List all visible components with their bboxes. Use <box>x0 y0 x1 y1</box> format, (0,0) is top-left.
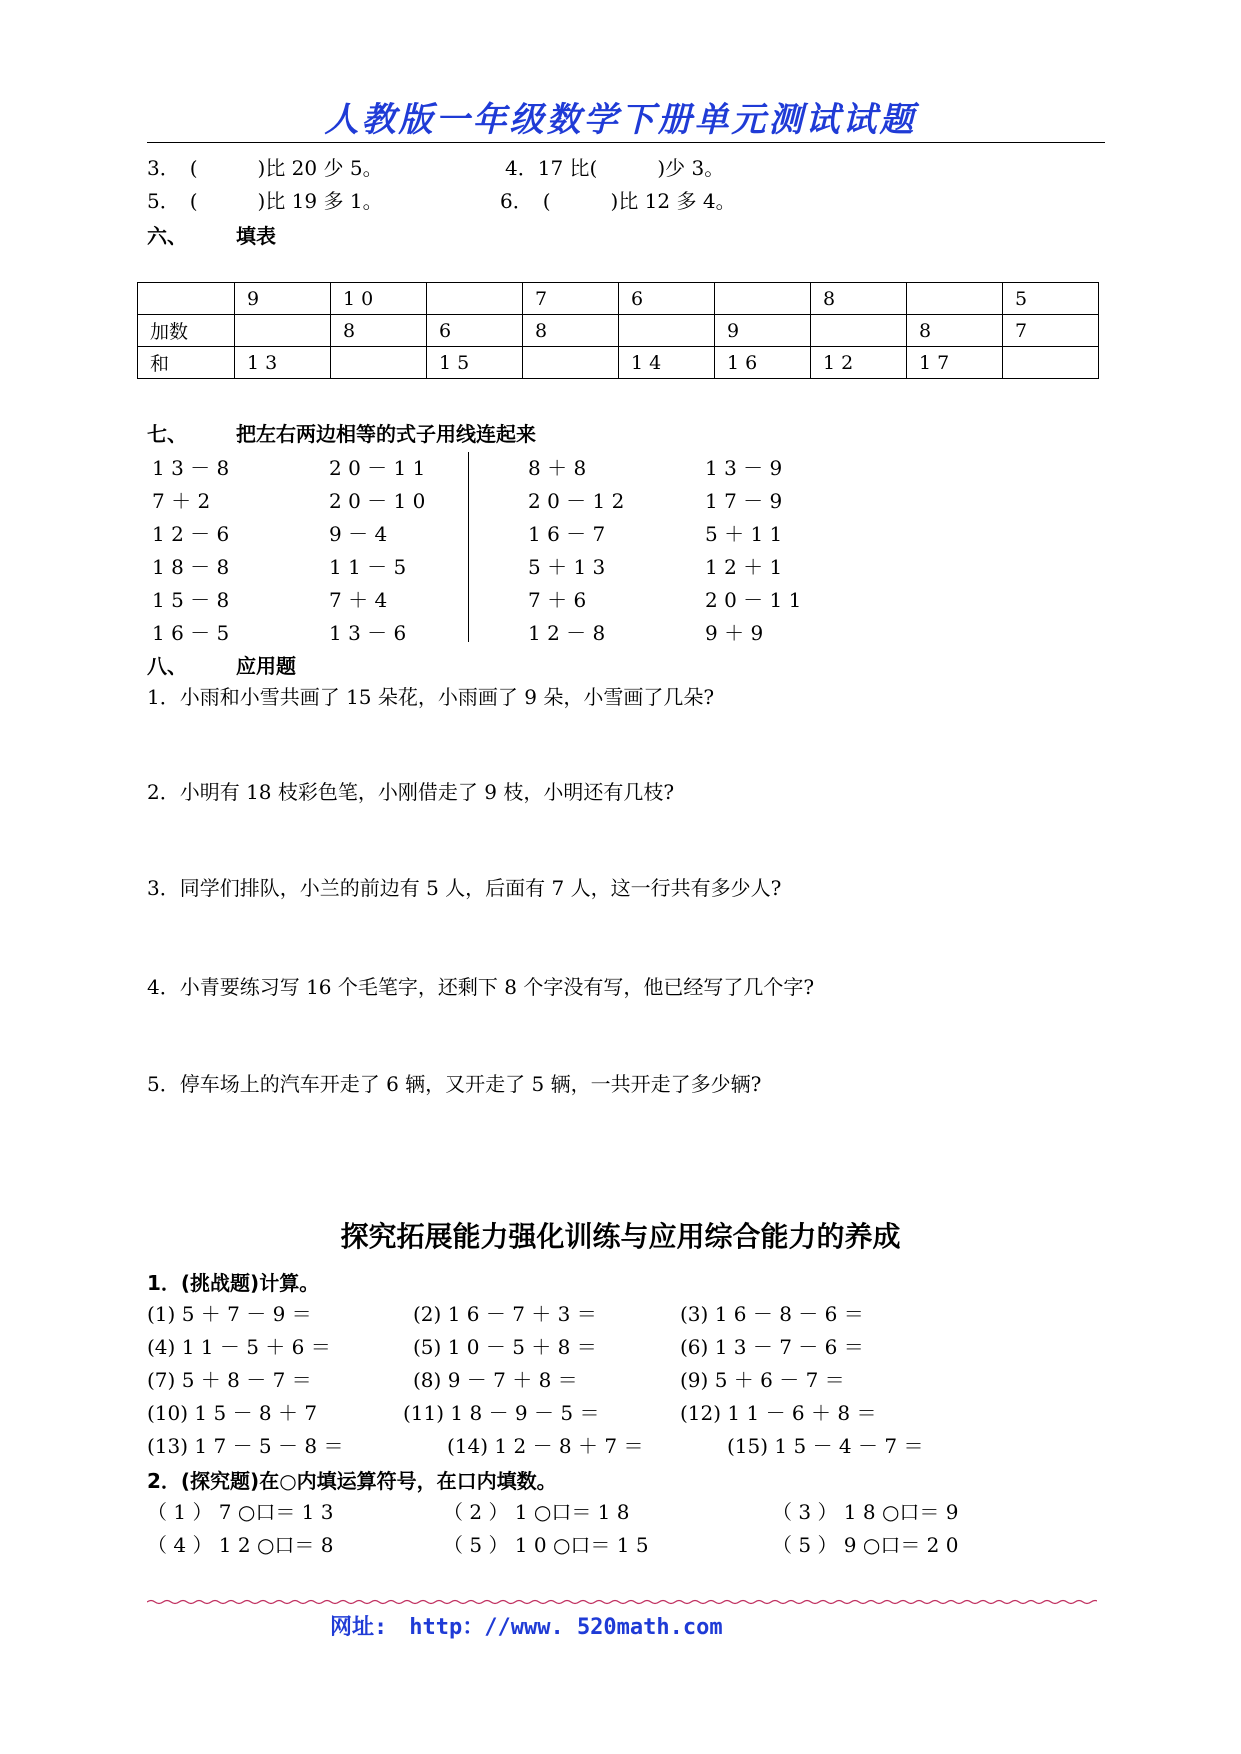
calc-item: (11) 1 8 － 9 － 5 ＝ <box>403 1401 600 1425</box>
matching-column-4 <box>705 452 801 650</box>
footer-wave-divider <box>147 1598 1097 1606</box>
section-6-title: 填表 <box>236 224 276 248</box>
section-6-label: 六、 <box>147 224 187 248</box>
page-header-title: 人教版一年级数学下册单元测试试题 <box>324 100 917 140</box>
word-problem-2: 2．小明有 18 枝彩色笔，小刚借走了 9 枝，小明还有几枝? <box>147 780 675 804</box>
expression: 2 0 － 1 0 <box>329 489 426 513</box>
explore-question-title: 2．(探究题)在○内填运算符号，在口内填数。 <box>147 1469 557 1493</box>
matching-column-2 <box>329 452 425 650</box>
table-cell: 1 3 <box>235 347 331 379</box>
calc-item: (10) 1 5 － 8 ＋ 7 <box>147 1401 318 1425</box>
expression: 1 7 － 9 <box>705 489 783 513</box>
word-problem-1: 1．小雨和小雪共画了 15 朵花，小雨画了 9 朵，小雪画了几朵? <box>147 685 715 709</box>
expression: 1 3 － 8 <box>152 456 230 480</box>
expression: 5 ＋ 1 3 <box>528 555 606 579</box>
table-cell <box>138 283 235 315</box>
calc-item: (3) 1 6 － 8 － 6 ＝ <box>680 1302 864 1326</box>
table-cell: 8 <box>811 283 907 315</box>
expression: 1 1 － 5 <box>329 555 407 579</box>
table-cell: 1 0 <box>331 283 427 315</box>
expression: 8 ＋ 8 <box>528 456 587 480</box>
word-problem-3: 3．同学们排队，小兰的前边有 5 人，后面有 7 人，这一行共有多少人? <box>147 876 782 900</box>
calc-item: (8) 9 － 7 ＋ 8 ＝ <box>413 1368 578 1392</box>
extension-title: 探究拓展能力强化训练与应用综合能力的养成 <box>340 1220 901 1253</box>
blank-question-3: 3． ( )比 20 少 5。 <box>147 156 383 180</box>
calc-item: (15) 1 5 － 4 － 7 ＝ <box>727 1434 924 1458</box>
calc-item: (1) 5 ＋ 7 － 9 ＝ <box>147 1302 312 1326</box>
fill-table <box>137 282 1099 379</box>
table-cell <box>235 315 331 347</box>
expression: 7 ＋ 4 <box>329 588 388 612</box>
table-cell: 1 6 <box>715 347 811 379</box>
section-7-title: 把左右两边相等的式子用线连起来 <box>236 422 536 446</box>
table-cell <box>619 315 715 347</box>
table-cell: 1 4 <box>619 347 715 379</box>
table-cell: 9 <box>715 315 811 347</box>
table-cell <box>907 283 1003 315</box>
table-cell: 6 <box>427 315 523 347</box>
symbol-item: （ 1 ） 7 ○口＝ 1 3 <box>147 1500 334 1524</box>
expression: 1 5 － 8 <box>152 588 230 612</box>
symbol-item: （ 5 ） 1 0 ○口＝ 1 5 <box>443 1533 649 1557</box>
section-8-title: 应用题 <box>236 654 296 678</box>
calc-item: (7) 5 ＋ 8 － 7 ＝ <box>147 1368 312 1392</box>
expression: 7 ＋ 2 <box>152 489 211 513</box>
expression: 1 2 ＋ 1 <box>705 555 783 579</box>
section-7-label: 七、 <box>147 422 187 446</box>
calc-item: (2) 1 6 － 7 ＋ 3 ＝ <box>413 1302 597 1326</box>
table-cell: 8 <box>331 315 427 347</box>
table-row <box>138 283 1099 315</box>
expression: 1 8 － 8 <box>152 555 230 579</box>
table-cell <box>427 283 523 315</box>
table-row <box>138 315 1099 347</box>
expression: 7 ＋ 6 <box>528 588 587 612</box>
calc-item: (13) 1 7 － 5 － 8 ＝ <box>147 1434 344 1458</box>
expression: 1 3 － 9 <box>705 456 783 480</box>
expression: 5 ＋ 1 1 <box>705 522 783 546</box>
table-cell: 6 <box>619 283 715 315</box>
expression: 1 3 － 6 <box>329 621 407 645</box>
table-cell: 加数 <box>138 315 235 347</box>
expression: 1 6 － 7 <box>528 522 606 546</box>
matching-divider <box>468 452 469 642</box>
calc-item: (6) 1 3 － 7 － 6 ＝ <box>680 1335 864 1359</box>
expression: 2 0 － 1 2 <box>528 489 625 513</box>
symbol-item: （ 4 ） 1 2 ○口＝ 8 <box>147 1533 334 1557</box>
calc-item: (5) 1 0 － 5 ＋ 8 ＝ <box>413 1335 597 1359</box>
table-cell: 1 2 <box>811 347 907 379</box>
table-cell: 5 <box>1003 283 1099 315</box>
blank-question-4: 4．17 比( )少 3。 <box>505 156 725 180</box>
word-problem-5: 5．停车场上的汽车开走了 6 辆，又开走了 5 辆，一共开走了多少辆? <box>147 1072 762 1096</box>
blank-question-6: 6． ( )比 12 多 4。 <box>500 189 736 213</box>
table-cell <box>811 315 907 347</box>
table-cell: 7 <box>1003 315 1099 347</box>
symbol-item: （ 2 ） 1 ○口＝ 1 8 <box>443 1500 630 1524</box>
table-cell: 9 <box>235 283 331 315</box>
table-cell <box>715 283 811 315</box>
table-cell: 8 <box>523 315 619 347</box>
header-divider <box>147 142 1105 143</box>
challenge-question-title: 1．(挑战题)计算。 <box>147 1271 320 1295</box>
table-cell <box>523 347 619 379</box>
blank-question-5: 5． ( )比 19 多 1。 <box>147 189 383 213</box>
calc-item: (9) 5 ＋ 6 － 7 ＝ <box>680 1368 845 1392</box>
calc-item: (4) 1 1 － 5 ＋ 6 ＝ <box>147 1335 331 1359</box>
expression: 9 － 4 <box>329 522 388 546</box>
symbol-item: （ 3 ） 1 8 ○口＝ 9 <box>772 1500 959 1524</box>
matching-column-1 <box>152 452 229 650</box>
table-cell: 和 <box>138 347 235 379</box>
footer-url[interactable]: 网址: http：//www. 520math.com <box>330 1615 723 1640</box>
expression: 9 ＋ 9 <box>705 621 764 645</box>
expression: 2 0 － 1 1 <box>705 588 802 612</box>
expression: 2 0 － 1 1 <box>329 456 426 480</box>
table-cell <box>331 347 427 379</box>
symbol-item: （ 5 ） 9 ○口＝ 2 0 <box>772 1533 959 1557</box>
expression: 1 2 － 8 <box>528 621 606 645</box>
section-8-label: 八、 <box>147 654 187 678</box>
table-row <box>138 347 1099 379</box>
table-cell: 1 7 <box>907 347 1003 379</box>
table-cell: 8 <box>907 315 1003 347</box>
word-problem-4: 4．小青要练习写 16 个毛笔字，还剩下 8 个字没有写，他已经写了几个字? <box>147 975 815 999</box>
matching-column-3 <box>528 452 624 650</box>
table-cell <box>1003 347 1099 379</box>
expression: 1 2 － 6 <box>152 522 230 546</box>
expression: 1 6 － 5 <box>152 621 230 645</box>
table-cell: 7 <box>523 283 619 315</box>
calc-item: (14) 1 2 － 8 ＋ 7 ＝ <box>447 1434 644 1458</box>
table-cell: 1 5 <box>427 347 523 379</box>
calc-item: (12) 1 1 － 6 ＋ 8 ＝ <box>680 1401 877 1425</box>
